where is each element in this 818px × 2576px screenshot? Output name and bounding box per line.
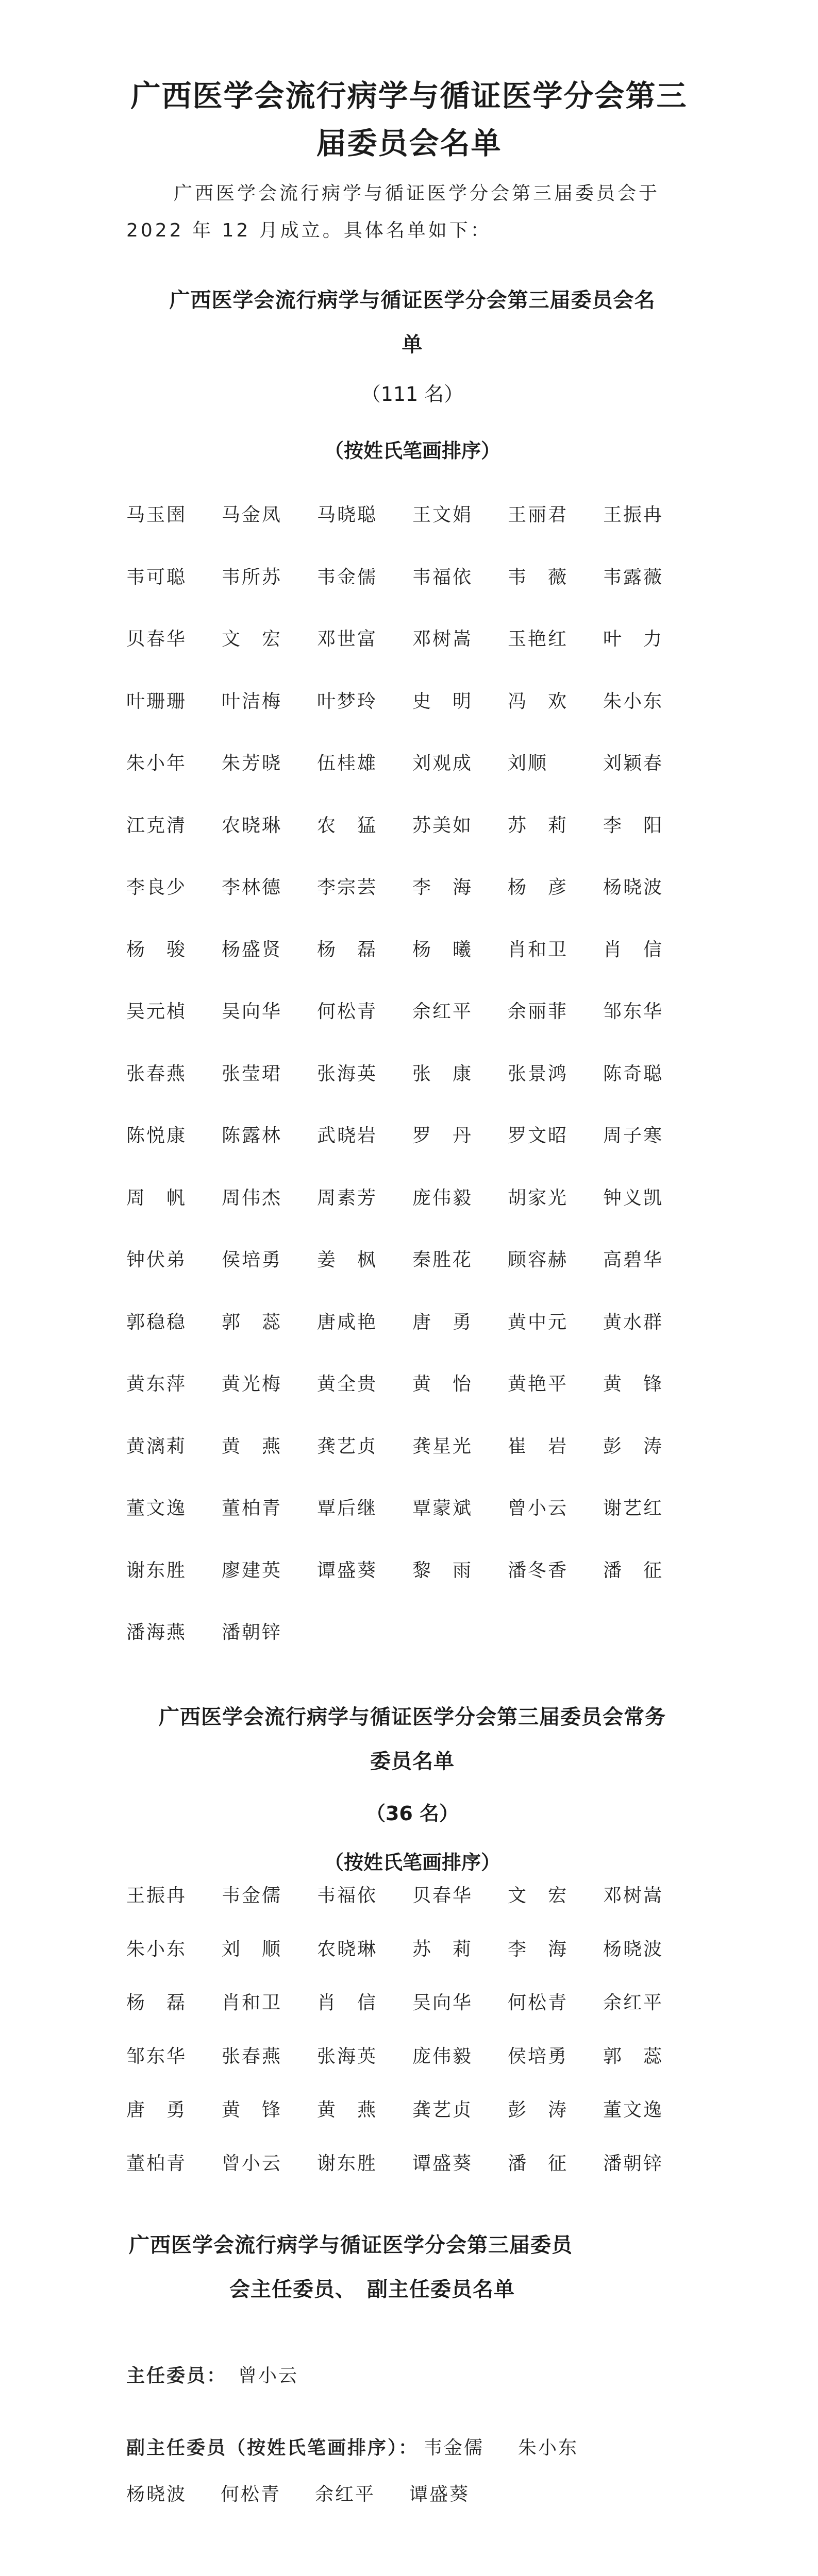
section-all-member-name: 何松青 (317, 1002, 378, 1022)
section-standing-member-name: 杨 磊 (126, 1993, 187, 2013)
intro-line1: 广西医学会流行病学与循证医学分会第三届委员会于 (174, 183, 660, 204)
section-all-member-name: 文 宏 (222, 629, 282, 650)
section-all-member-name: 张莹珺 (222, 1063, 282, 1084)
page-title (113, 72, 705, 167)
section-standing-member-name: 王振冉 (126, 1886, 187, 1906)
section-all-member-name: 叶珊珊 (126, 691, 187, 712)
vice-chair-name: 朱小东 (518, 2437, 579, 2459)
section-all-member-name: 庞伟毅 (412, 1188, 473, 1209)
section-all-member-name: 刘观成 (412, 753, 473, 774)
section-all-member-name: 农 猛 (317, 815, 378, 836)
section-standing-member-name: 唐 勇 (126, 2100, 187, 2121)
section-all-member-name: 秦胜花 (412, 1250, 473, 1270)
section-all-title-line2: 单 (402, 333, 423, 357)
section-all-member-name: 张 康 (412, 1063, 473, 1084)
section-all-member-name: 朱小年 (126, 753, 187, 774)
section-standing-member-name: 何松青 (508, 1993, 569, 2013)
section-all-member-name: 马金凤 (222, 505, 282, 526)
section-all-member-name: 叶洁梅 (222, 691, 282, 712)
section-all-member-name: 张春燕 (126, 1063, 187, 1084)
section-all-member-name: 杨 骏 (126, 939, 187, 960)
section-all-member-name: 谭盛葵 (317, 1560, 378, 1581)
section-all-count: （111 名） (361, 383, 464, 405)
chair-name: 曾小云 (238, 2365, 299, 2386)
section-all-member-name: 贝春华 (126, 629, 187, 650)
section-all-member-name: 龚星光 (412, 1436, 473, 1457)
section-all-member-name: 马晓聪 (317, 505, 378, 526)
section-all-member-name: 覃蒙斌 (412, 1498, 473, 1519)
section-all-member-name: 吴向华 (222, 1002, 282, 1022)
section-all-member-name: 刘顺 (508, 753, 569, 774)
section-all-sort-note: （按姓氏笔画排序） (324, 439, 500, 462)
section-all-member-name: 杨 磊 (317, 939, 378, 960)
section-all-name-grid (126, 505, 698, 1685)
section-all-member-name: 余红平 (412, 1002, 473, 1022)
section-all-member-name: 黄 怡 (412, 1374, 473, 1395)
section-all-member-name: 潘朝锌 (222, 1622, 282, 1643)
section-standing-member-name: 吴向华 (412, 1993, 473, 2013)
section-all-member-name: 黎 雨 (412, 1560, 473, 1581)
section-standing-member-name: 龚艺贞 (412, 2100, 473, 2121)
section-all-member-name: 张景鸿 (508, 1063, 569, 1084)
section-all-member-name: 黄艳平 (508, 1374, 569, 1395)
section-all-member-name: 胡家光 (508, 1188, 569, 1209)
section-all-member-name: 黄中元 (508, 1312, 569, 1333)
section-all-member-name: 朱芳晓 (222, 753, 282, 774)
section-all-member-name: 韦 薇 (508, 567, 569, 588)
section-standing-member-name: 邹东华 (126, 2046, 187, 2067)
section-standing-member-name: 曾小云 (222, 2154, 282, 2174)
section-all-member-name: 韦露薇 (603, 567, 664, 588)
section-all-member-name: 陈露林 (222, 1126, 282, 1146)
section-standing-member-name: 董文逸 (603, 2100, 664, 2121)
section-chairs-title (129, 2223, 696, 2312)
section-all-member-name: 叶 力 (603, 629, 664, 650)
section-standing-member-name: 侯培勇 (508, 2046, 569, 2067)
section-standing-title-line1: 广西医学会流行病学与循证医学分会第三届委员会常务 (159, 1705, 666, 1729)
section-all-member-name: 杨 曦 (412, 939, 473, 960)
section-all-member-name: 刘颖春 (603, 753, 664, 774)
section-all-member-name: 李 海 (412, 877, 473, 898)
section-standing-member-name: 彭 涛 (508, 2100, 569, 2121)
page-title-line1: 广西医学会流行病学与循证医学分会第三 (130, 78, 688, 113)
section-all-member-name: 黄水群 (603, 1312, 664, 1333)
section-all-member-name: 潘 征 (603, 1560, 664, 1581)
section-standing-member-name: 杨晓波 (603, 1939, 664, 1960)
section-standing-member-name: 文 宏 (508, 1886, 569, 1906)
section-all-member-name: 陈奇聪 (603, 1063, 664, 1084)
section-standing-member-name: 张海英 (317, 2046, 378, 2067)
section-all-member-name: 余丽菲 (508, 1002, 569, 1022)
section-standing-member-name: 李 海 (508, 1939, 569, 1960)
section-all-member-name: 龚艺贞 (317, 1436, 378, 1457)
section-all-member-name: 黄漓莉 (126, 1436, 187, 1457)
section-all-member-name: 李良少 (126, 877, 187, 898)
section-all-member-name: 韦可聪 (126, 567, 187, 588)
section-standing-member-name: 农晓琳 (317, 1939, 378, 1960)
section-all-member-name: 伍桂雄 (317, 753, 378, 774)
section-chairs-title-line2: 会主任委员、 副主任委员名单 (229, 2278, 515, 2301)
section-standing-member-name: 韦福依 (317, 1886, 378, 1906)
section-standing-member-name: 肖和卫 (222, 1993, 282, 2013)
section-standing-member-name: 余红平 (603, 1993, 664, 2013)
vice-chair-name: 韦金儒 (424, 2437, 485, 2459)
section-all-member-name: 潘海燕 (126, 1622, 187, 1643)
section-all-member-name: 玉艳红 (508, 629, 569, 650)
section-all-member-name: 李 阳 (603, 815, 664, 836)
section-all-member-name: 曾小云 (508, 1498, 569, 1519)
section-standing-member-name: 谭盛葵 (412, 2154, 473, 2174)
section-standing-member-name: 黄 锋 (222, 2100, 282, 2121)
intro-line2: 2022 年 12 月成立。具体名单如下： (126, 220, 492, 241)
intro-paragraph (126, 175, 693, 249)
section-standing-member-name: 苏 莉 (412, 1939, 473, 1960)
vice-chair-name: 谭盛葵 (409, 2484, 470, 2505)
vice-chair-name: 杨晓波 (126, 2484, 187, 2505)
section-all-member-name: 周 帆 (126, 1188, 187, 1209)
section-all-member-name: 谢东胜 (126, 1560, 187, 1581)
section-all-member-name: 周伟杰 (222, 1188, 282, 1209)
section-all-member-name: 冯 欢 (508, 691, 569, 712)
section-all-member-name: 肖 信 (603, 939, 664, 960)
section-all-member-name: 张海英 (317, 1063, 378, 1084)
section-all-member-name: 姜 枫 (317, 1250, 378, 1270)
section-all-member-name: 彭 涛 (603, 1436, 664, 1457)
section-standing-member-name: 邓树嵩 (603, 1886, 664, 1906)
section-all-title-line1: 广西医学会流行病学与循证医学分会第三届委员会名 (169, 289, 656, 312)
section-all-member-name: 吴元楨 (126, 1002, 187, 1022)
section-all-member-name: 周素芳 (317, 1188, 378, 1209)
section-standing-member-name: 贝春华 (412, 1886, 473, 1906)
section-standing-member-name: 潘 征 (508, 2154, 569, 2174)
section-all-member-name: 王文娟 (412, 505, 473, 526)
section-standing-member-name: 谢东胜 (317, 2154, 378, 2174)
section-all-member-name: 李宗芸 (317, 877, 378, 898)
section-all-member-name: 黄东萍 (126, 1374, 187, 1395)
section-chairs-title-line1: 广西医学会流行病学与循证医学分会第三届委员 (129, 2233, 573, 2257)
section-all-member-name: 朱小东 (603, 691, 664, 712)
section-all-member-name: 唐咸艳 (317, 1312, 378, 1333)
section-all-member-name: 钟伏弟 (126, 1250, 187, 1270)
vice-chair-name: 余红平 (315, 2484, 376, 2505)
section-all-member-name: 陈悦康 (126, 1126, 187, 1146)
section-all-member-name: 邓世富 (317, 629, 378, 650)
section-all-member-name: 杨晓波 (603, 877, 664, 898)
chair-label: 主任委员： (126, 2365, 227, 2386)
vice-chair-row (126, 2437, 698, 2460)
section-standing-title-line2: 委员名单 (370, 1750, 455, 1773)
section-all-member-name: 郭稳稳 (126, 1312, 187, 1333)
section-standing-sort-note: （按姓氏笔画排序） (324, 1851, 500, 1874)
section-standing-member-name: 郭 蕊 (603, 2046, 664, 2067)
section-all-member-name: 郭 蕊 (222, 1312, 282, 1333)
section-all-member-name: 潘冬香 (508, 1560, 569, 1581)
section-standing-member-name: 肖 信 (317, 1993, 378, 2013)
section-all-member-name: 韦金儒 (317, 567, 378, 588)
section-standing-member-name: 韦金儒 (222, 1886, 282, 1906)
section-all-member-name: 苏 莉 (508, 815, 569, 836)
section-all-title (129, 278, 696, 367)
section-all-member-name: 马玉圉 (126, 505, 187, 526)
section-all-member-name: 苏美如 (412, 815, 473, 836)
section-all-member-name: 唐 勇 (412, 1312, 473, 1333)
section-all-member-name: 杨 彦 (508, 877, 569, 898)
section-all-member-name: 黄 燕 (222, 1436, 282, 1457)
section-all-member-name: 黄 锋 (603, 1374, 664, 1395)
section-all-member-name: 邹东华 (603, 1002, 664, 1022)
section-all-member-name: 侯培勇 (222, 1250, 282, 1270)
section-all-member-name: 钟义凯 (603, 1188, 664, 1209)
section-all-member-name: 韦福依 (412, 567, 473, 588)
section-all-member-name: 王丽君 (508, 505, 569, 526)
section-all-member-name: 董柏青 (222, 1498, 282, 1519)
section-all-member-name: 李林德 (222, 877, 282, 898)
section-all-member-name: 崔 岩 (508, 1436, 569, 1457)
section-standing-title (129, 1695, 696, 1784)
vice-chair-names-line1 (419, 2437, 612, 2459)
section-standing-member-name: 潘朝锌 (603, 2154, 664, 2174)
chair-row (126, 2365, 698, 2387)
section-all-member-name: 叶梦玲 (317, 691, 378, 712)
section-all-member-name: 农晓琳 (222, 815, 282, 836)
section-standing-member-name: 朱小东 (126, 1939, 187, 1960)
section-all-member-name: 周子寒 (603, 1126, 664, 1146)
section-all-member-name: 史 明 (412, 691, 473, 712)
section-all-member-name: 覃后继 (317, 1498, 378, 1519)
section-all-member-name: 韦所苏 (222, 567, 282, 588)
section-standing-count: （36 名） (365, 1802, 459, 1825)
page-title-line2: 届委员会名单 (316, 126, 502, 161)
section-all-member-name: 杨盛贤 (222, 939, 282, 960)
section-standing-name-grid (126, 1886, 698, 2207)
section-all-member-name: 武晓岩 (317, 1126, 378, 1146)
section-all-member-name: 肖和卫 (508, 939, 569, 960)
vice-chair-names-line2 (126, 2483, 698, 2506)
section-all-member-name: 罗文昭 (508, 1126, 569, 1146)
section-standing-member-name: 董柏青 (126, 2154, 187, 2174)
section-standing-member-name: 黄 燕 (317, 2100, 378, 2121)
section-all-member-name: 黄光梅 (222, 1374, 282, 1395)
section-all-member-name: 顾容赫 (508, 1250, 569, 1270)
section-all-member-name: 高碧华 (603, 1250, 664, 1270)
section-all-member-name: 罗 丹 (412, 1126, 473, 1146)
section-all-member-name: 董文逸 (126, 1498, 187, 1519)
section-all-member-name: 谢艺红 (603, 1498, 664, 1519)
vice-chair-label: 副主任委员（按姓氏笔画排序）： (126, 2437, 419, 2459)
section-all-member-name: 廖建英 (222, 1560, 282, 1581)
section-standing-member-name: 庞伟毅 (412, 2046, 473, 2067)
section-standing-member-name: 张春燕 (222, 2046, 282, 2067)
section-all-member-name: 王振冉 (603, 505, 664, 526)
section-standing-member-name: 刘 顺 (222, 1939, 282, 1960)
section-all-member-name: 江克清 (126, 815, 187, 836)
section-all-member-name: 黄全贵 (317, 1374, 378, 1395)
vice-chair-name: 何松青 (221, 2484, 281, 2505)
section-all-member-name: 邓树嵩 (412, 629, 473, 650)
